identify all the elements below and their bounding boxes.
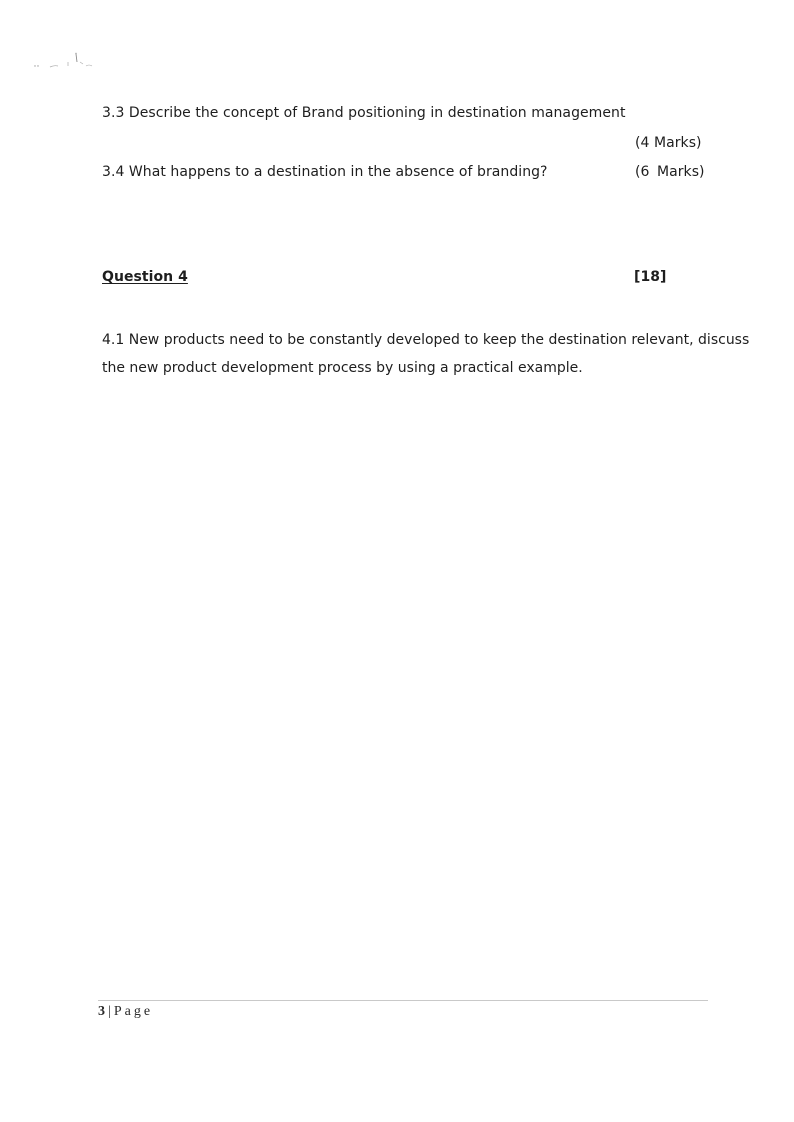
question-3-3-text: 3.3 Describe the concept of Brand positioning in destination management	[102, 105, 626, 121]
question-3-4-text: 3.4 What happens to a destination in the absence of branding?	[102, 164, 548, 180]
question-4-total-marks: [18]	[634, 269, 667, 285]
page-label: Page	[113, 1004, 154, 1019]
footer-divider	[98, 1000, 708, 1001]
question-4-1-line-2: the new product development process by using a practical example.	[102, 360, 583, 376]
page-footer	[98, 1003, 153, 1021]
scan-artifact	[30, 50, 120, 80]
question-3-4-marks: (6 Marks)	[635, 164, 705, 180]
question-4-1-text	[102, 326, 750, 382]
question-3-3-marks: (4 Marks)	[635, 135, 702, 151]
question-4-heading: Question 4	[102, 269, 188, 285]
question-4-1-line-1: 4.1 New products need to be constantly developed to keep the destination relevant, discuss	[102, 332, 750, 348]
footer-separator: |	[108, 1004, 111, 1019]
page-number: 3	[98, 1004, 105, 1019]
